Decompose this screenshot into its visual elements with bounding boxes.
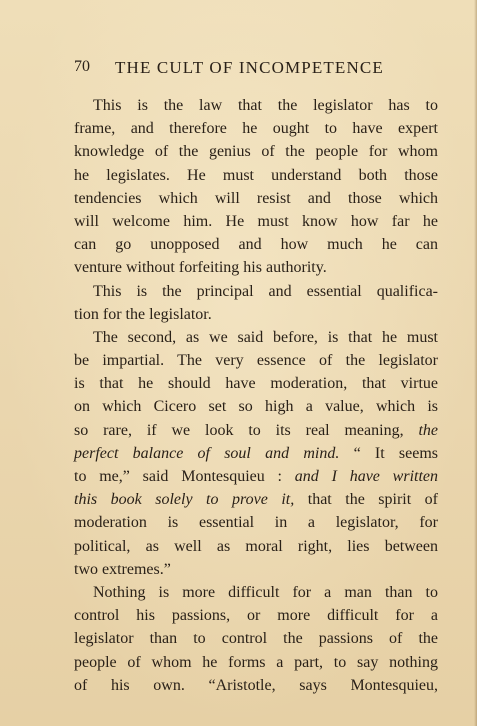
text-line: political, as well as moral right, lies between [74, 537, 438, 555]
paragraph-2 [74, 280, 438, 326]
text-fragment: to me,” said Montesquieu : [74, 468, 282, 485]
text-line-mixed [74, 465, 438, 488]
text-line: be impartial. The very essence of the legislator [74, 352, 438, 370]
text-line: This is the law that the legislator has to [93, 97, 438, 114]
text-line-mixed [74, 419, 438, 442]
text-line: is that he should have moderation, that virtue [74, 375, 438, 393]
text-fragment: so rare, if we look to its real meaning, [74, 421, 404, 439]
italic-fragment: this book solely to prove it, [74, 491, 295, 509]
text-line: Nothing is more difficult for a man than to [93, 583, 438, 601]
text-line: control his passions, or more difficult for a [74, 607, 438, 625]
text-line: can go unopposed and how much he can [74, 236, 438, 254]
text-line: The second, as we said before, is that he must [93, 328, 438, 346]
text-line: will welcome him. He must know how far he [74, 212, 438, 230]
text-line: people of whom he forms a part, to say nothing [74, 653, 438, 671]
text-line: frame, and therefore he ought to have expert [74, 120, 438, 138]
paragraph-1 [74, 94, 438, 280]
text-line: on which Cicero set so high a value, which is [74, 398, 438, 416]
text-fragment: that the spirit of [307, 491, 439, 509]
text-line-mixed [74, 488, 438, 511]
italic-fragment: the [418, 421, 439, 439]
paragraph-3 [74, 326, 438, 581]
text-line-mixed [74, 442, 438, 465]
paragraph-4 [74, 581, 438, 697]
text-line: knowledge of the genius of the people for whom [74, 143, 438, 161]
italic-fragment: and I have written [294, 468, 439, 485]
text-line: legislator than to control the passions of the [74, 630, 438, 648]
text-line: tion for the legislator. [74, 305, 212, 323]
text-line: venture without forfeiting his authority. [74, 259, 327, 277]
text-line: tendencies which will resist and those which [74, 189, 438, 207]
italic-fragment: perfect balance of soul and mind. [74, 444, 340, 462]
text-line: of his own. “Aristotle, says Montesquieu, [74, 676, 438, 694]
text-line: he legislates. He must understand both those [74, 166, 438, 184]
page-number: 70 [74, 58, 90, 75]
text-line: two extremes.” [74, 560, 171, 578]
text-line: moderation is essential in a legislator, for [74, 514, 438, 532]
text-fragment: “ It seems [353, 444, 439, 462]
text-line: This is the principal and essential qualifica- [93, 282, 438, 300]
running-title: THE CULT OF INCOMPETENCE [115, 58, 384, 77]
body-text [74, 94, 438, 697]
running-head [74, 58, 438, 80]
